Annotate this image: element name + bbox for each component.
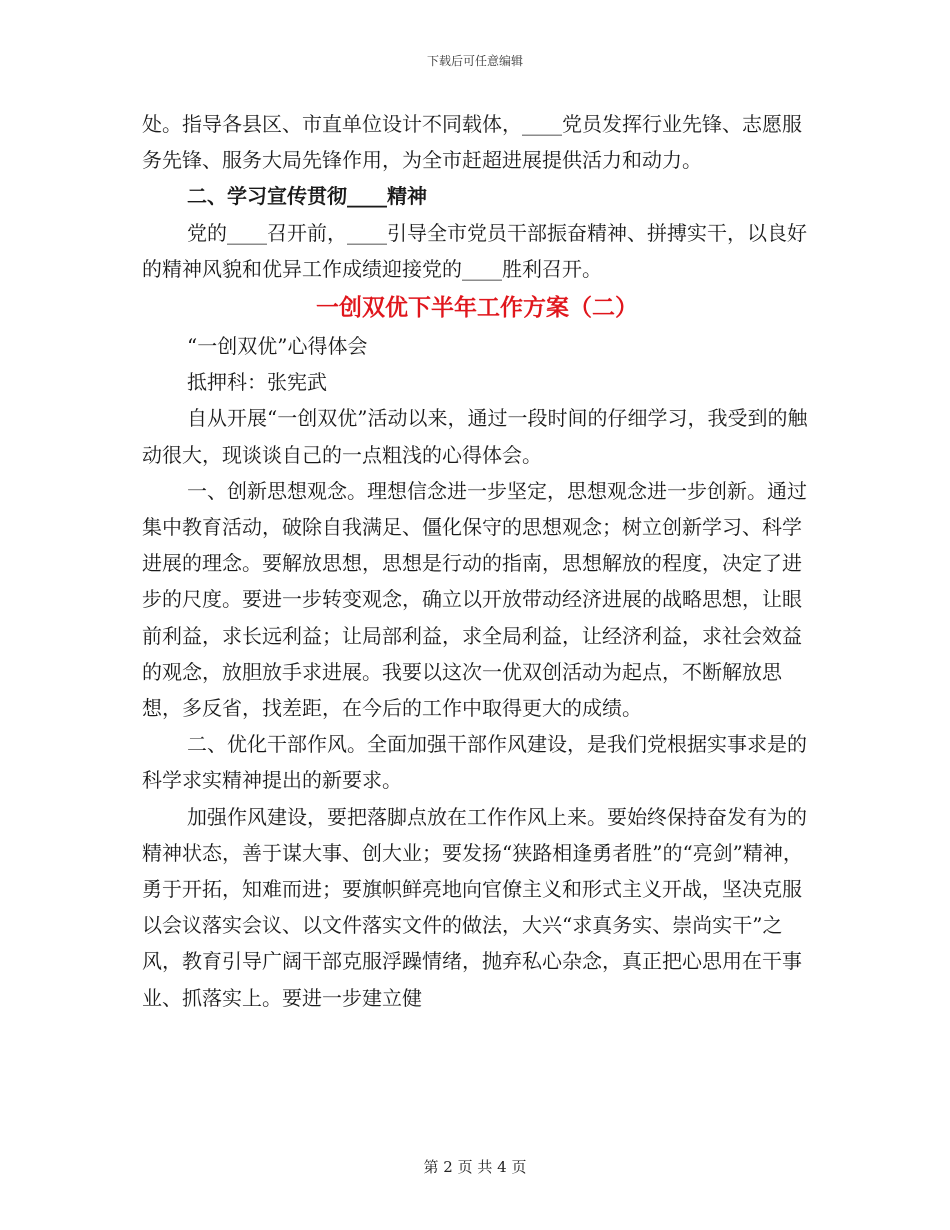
author-line: 抵押科：张宪武 — [187, 370, 327, 395]
page-footer: 第 2 页 共 4 页 — [423, 1158, 527, 1176]
paragraph: 自从开展“一创双优”活动以来，通过一段时间的仔细学习，我受到的触动很大，现谈谈自己的一点粗浅的心得体会。 — [142, 406, 808, 467]
document-body — [142, 106, 812, 1016]
paragraph: 一、创新思想观念。理想信念进一步坚定，思想观念进一步创新。通过集中教育活动，破除自我满足、僵化保守的思想观念；树立创新学习、科学进展的理念。要解放思想，思想是行动的指南，思想解放的程度，决定了进步的尺度。要进一步转变观念，确立以开放带动经济进展的战略思想，让眼前利益，求长远利益；让局部利益，求全局利益，让经济利益，求社会效益的观念，放胆放手求进展。我要以这次一优双创活动为起点，不断解放思想，多反省，找差距，在今后的工作中取得更大的成绩。 — [142, 478, 807, 721]
paragraph: 加强作风建设，要把落脚点放在工作作风上来。要始终保持奋发有为的精神状态，善于谋大事、创大业；要发扬“狭路相逢勇者胜”的“亮剑”精神，勇于开拓，知难而进；要旗帜鲜亮地向官僚主义和形式主义开战，坚决克服以会议落实会议、以文件落实文件的做法，大兴“求真务实、崇尚实干”之风，教育引导广阔干部克服浮躁情绪，抛弃私心杂念，真正把心思用在干事业、抓落实上。要进一步建立健 — [142, 804, 807, 1010]
section-heading: 二、学习宣传贯彻____精神 — [187, 184, 427, 209]
paragraph-continuation: 处。指导各县区、市直单位设计不同载体，____党员发挥行业先锋、志愿服务先锋、服务大局先锋作用，为全市赶超进展提供活力和动力。 — [142, 112, 802, 173]
document-title: 一创双优下半年工作方案（二） — [316, 294, 638, 322]
subtitle: “一创双优”心得体会 — [187, 334, 368, 359]
paragraph: 二、优化干部作风。全面加强干部作风建设，是我们党根据实事求是的科学求实精神提出的新要求。 — [142, 732, 807, 793]
paragraph: 党的____召开前，____引导全市党员干部振奋精神、拼搏实干，以良好的精神风貌和优异工作成绩迎接党的____胜利召开。 — [142, 220, 807, 281]
page-header: 下载后可任意编辑 — [426, 54, 523, 68]
